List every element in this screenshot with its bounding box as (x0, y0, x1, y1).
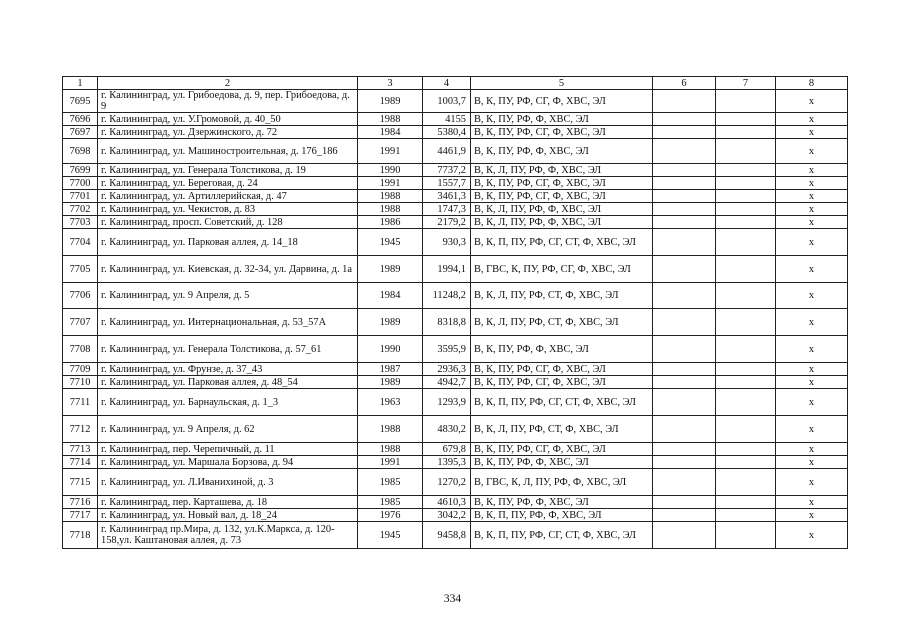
year-built-cell: 1988 (358, 113, 423, 126)
year-built-cell: 1985 (358, 496, 423, 509)
area-cell: 4155 (423, 113, 471, 126)
column-7-cell (716, 203, 776, 216)
column-7-cell (716, 363, 776, 376)
address-cell: г. Калининград, ул. Интернациональная, д. 53_57А (98, 309, 358, 336)
services-cell: В, К, ПУ, РФ, СГ, Ф, ХВС, ЭЛ (471, 190, 653, 203)
table-row (63, 283, 848, 309)
table-row (63, 216, 848, 229)
row-number-cell: 7709 (63, 363, 98, 376)
column-8-cell: х (776, 139, 848, 164)
table-row (63, 389, 848, 416)
column-6-cell (653, 456, 716, 469)
area-cell: 679,8 (423, 443, 471, 456)
column-header: 4 (423, 77, 471, 90)
address-cell: г. Калининград, ул. Машиностроительная, д. 176_186 (98, 139, 358, 164)
column-8-cell: х (776, 229, 848, 256)
row-number-cell: 7713 (63, 443, 98, 456)
column-7-cell (716, 256, 776, 283)
row-number-cell: 7703 (63, 216, 98, 229)
column-7-cell (716, 216, 776, 229)
services-cell: В, ГВС, К, Л, ПУ, РФ, Ф, ХВС, ЭЛ (471, 469, 653, 496)
column-7-cell (716, 190, 776, 203)
services-cell: В, К, Л, ПУ, РФ, СТ, Ф, ХВС, ЭЛ (471, 416, 653, 443)
row-number-cell: 7707 (63, 309, 98, 336)
address-cell: г. Калининград, просп. Советский, д. 128 (98, 216, 358, 229)
column-8-cell: х (776, 216, 848, 229)
year-built-cell: 1985 (358, 469, 423, 496)
column-6-cell (653, 309, 716, 336)
column-6-cell (653, 256, 716, 283)
table-row (63, 177, 848, 190)
column-7-cell (716, 283, 776, 309)
address-cell: г. Калининград, ул. Береговая, д. 24 (98, 177, 358, 190)
table-row (63, 229, 848, 256)
year-built-cell: 1991 (358, 177, 423, 190)
column-6-cell (653, 416, 716, 443)
services-cell: В, К, ПУ, РФ, СГ, Ф, ХВС, ЭЛ (471, 443, 653, 456)
row-number-cell: 7701 (63, 190, 98, 203)
column-header: 5 (471, 77, 653, 90)
table-row (63, 469, 848, 496)
column-6-cell (653, 139, 716, 164)
table-row (63, 509, 848, 522)
services-cell: В, К, ПУ, РФ, Ф, ХВС, ЭЛ (471, 456, 653, 469)
column-8-cell: х (776, 509, 848, 522)
column-7-cell (716, 456, 776, 469)
area-cell: 5380,4 (423, 126, 471, 139)
column-7-cell (716, 469, 776, 496)
column-header: 1 (63, 77, 98, 90)
column-header: 3 (358, 77, 423, 90)
area-cell: 4830,2 (423, 416, 471, 443)
area-cell: 9458,8 (423, 522, 471, 549)
area-cell: 1270,2 (423, 469, 471, 496)
area-cell: 2936,3 (423, 363, 471, 376)
address-cell: г. Калининград, ул. Генерала Толстикова, д. 57_61 (98, 336, 358, 363)
column-8-cell: х (776, 256, 848, 283)
area-cell: 3042,2 (423, 509, 471, 522)
row-number-cell: 7712 (63, 416, 98, 443)
services-cell: В, К, П, ПУ, РФ, Ф, ХВС, ЭЛ (471, 509, 653, 522)
area-cell: 2179,2 (423, 216, 471, 229)
column-8-cell: х (776, 522, 848, 549)
row-number-cell: 7718 (63, 522, 98, 549)
services-cell: В, К, ПУ, РФ, Ф, ХВС, ЭЛ (471, 336, 653, 363)
year-built-cell: 1990 (358, 336, 423, 363)
year-built-cell: 1988 (358, 203, 423, 216)
services-cell: В, К, П, ПУ, РФ, СГ, СТ, Ф, ХВС, ЭЛ (471, 522, 653, 549)
table-row (63, 139, 848, 164)
column-8-cell: х (776, 416, 848, 443)
column-6-cell (653, 522, 716, 549)
column-6-cell (653, 190, 716, 203)
row-number-cell: 7700 (63, 177, 98, 190)
year-built-cell: 1984 (358, 126, 423, 139)
column-6-cell (653, 363, 716, 376)
address-cell: г. Калининград, ул. Дзержинского, д. 72 (98, 126, 358, 139)
services-cell: В, К, ПУ, РФ, СГ, Ф, ХВС, ЭЛ (471, 177, 653, 190)
column-6-cell (653, 509, 716, 522)
row-number-cell: 7704 (63, 229, 98, 256)
address-cell: г. Калининград, ул. Новый вал, д. 18_24 (98, 509, 358, 522)
services-cell: В, К, ПУ, РФ, Ф, ХВС, ЭЛ (471, 113, 653, 126)
services-cell: В, К, Л, ПУ, РФ, Ф, ХВС, ЭЛ (471, 203, 653, 216)
column-8-cell: х (776, 336, 848, 363)
column-7-cell (716, 309, 776, 336)
row-number-cell: 7706 (63, 283, 98, 309)
services-cell: В, К, ПУ, РФ, СГ, Ф, ХВС, ЭЛ (471, 90, 653, 113)
table-row (63, 113, 848, 126)
year-built-cell: 1990 (358, 164, 423, 177)
table-row (63, 416, 848, 443)
column-8-cell: х (776, 363, 848, 376)
area-cell: 3461,3 (423, 190, 471, 203)
column-8-cell: х (776, 203, 848, 216)
services-cell: В, К, Л, ПУ, РФ, Ф, ХВС, ЭЛ (471, 216, 653, 229)
year-built-cell: 1991 (358, 456, 423, 469)
table-row (63, 90, 848, 113)
area-cell: 1395,3 (423, 456, 471, 469)
column-6-cell (653, 389, 716, 416)
address-cell: г. Калининград, ул. 9 Апреля, д. 62 (98, 416, 358, 443)
row-number-cell: 7702 (63, 203, 98, 216)
column-6-cell (653, 164, 716, 177)
address-cell: г. Калининград, ул. Маршала Борзова, д. 94 (98, 456, 358, 469)
column-7-cell (716, 496, 776, 509)
address-cell: г. Калининград пр.Мира, д. 132, ул.К.Маркса, д. 120-158,ул. Каштановая аллея, д. 73 (98, 522, 358, 549)
column-header: 7 (716, 77, 776, 90)
year-built-cell: 1988 (358, 443, 423, 456)
year-built-cell: 1987 (358, 363, 423, 376)
column-6-cell (653, 126, 716, 139)
services-cell: В, К, ПУ, РФ, СГ, Ф, ХВС, ЭЛ (471, 126, 653, 139)
area-cell: 11248,2 (423, 283, 471, 309)
year-built-cell: 1945 (358, 229, 423, 256)
services-cell: В, К, П, ПУ, РФ, СГ, СТ, Ф, ХВС, ЭЛ (471, 389, 653, 416)
table-row (63, 190, 848, 203)
year-built-cell: 1991 (358, 139, 423, 164)
column-7-cell (716, 90, 776, 113)
address-cell: г. Калининград, ул. Фрунзе, д. 37_43 (98, 363, 358, 376)
column-8-cell: х (776, 113, 848, 126)
column-8-cell: х (776, 90, 848, 113)
column-header: 6 (653, 77, 716, 90)
table-row (63, 456, 848, 469)
address-cell: г. Калининград, ул. Артиллерийская, д. 47 (98, 190, 358, 203)
row-number-cell: 7699 (63, 164, 98, 177)
area-cell: 1003,7 (423, 90, 471, 113)
year-built-cell: 1989 (358, 90, 423, 113)
address-cell: г. Калининград, ул. Киевская, д. 32-34, ул. Дарвина, д. 1а (98, 256, 358, 283)
area-cell: 1747,3 (423, 203, 471, 216)
services-cell: В, К, Л, ПУ, РФ, СТ, Ф, ХВС, ЭЛ (471, 283, 653, 309)
row-number-cell: 7715 (63, 469, 98, 496)
services-cell: В, К, ПУ, РФ, Ф, ХВС, ЭЛ (471, 496, 653, 509)
column-6-cell (653, 90, 716, 113)
row-number-cell: 7696 (63, 113, 98, 126)
column-8-cell: х (776, 376, 848, 389)
table-row (63, 203, 848, 216)
row-number-cell: 7716 (63, 496, 98, 509)
table-row (63, 336, 848, 363)
address-cell: г. Калининград, пер. Черепичный, д. 11 (98, 443, 358, 456)
area-cell: 4610,3 (423, 496, 471, 509)
column-7-cell (716, 509, 776, 522)
column-header: 8 (776, 77, 848, 90)
column-7-cell (716, 126, 776, 139)
address-cell: г. Калининград, ул. 9 Апреля, д. 5 (98, 283, 358, 309)
column-6-cell (653, 216, 716, 229)
services-cell: В, К, ПУ, РФ, Ф, ХВС, ЭЛ (471, 139, 653, 164)
row-number-cell: 7697 (63, 126, 98, 139)
row-number-cell: 7714 (63, 456, 98, 469)
column-7-cell (716, 416, 776, 443)
row-number-cell: 7717 (63, 509, 98, 522)
column-8-cell: х (776, 456, 848, 469)
table-row (63, 126, 848, 139)
column-7-cell (716, 389, 776, 416)
area-cell: 4942,7 (423, 376, 471, 389)
column-6-cell (653, 113, 716, 126)
services-cell: В, К, ПУ, РФ, СГ, Ф, ХВС, ЭЛ (471, 376, 653, 389)
address-cell: г. Калининград, ул. Барнаульская, д. 1_3 (98, 389, 358, 416)
table-row (63, 522, 848, 549)
registry-table (62, 76, 848, 549)
row-number-cell: 7710 (63, 376, 98, 389)
year-built-cell: 1976 (358, 509, 423, 522)
services-cell: В, К, Л, ПУ, РФ, СТ, Ф, ХВС, ЭЛ (471, 309, 653, 336)
column-7-cell (716, 443, 776, 456)
column-6-cell (653, 443, 716, 456)
address-cell: г. Калининград, ул. Генерала Толстикова, д. 19 (98, 164, 358, 177)
area-cell: 4461,9 (423, 139, 471, 164)
row-number-cell: 7705 (63, 256, 98, 283)
column-7-cell (716, 177, 776, 190)
table-row (63, 363, 848, 376)
table-row (63, 256, 848, 283)
area-cell: 1994,1 (423, 256, 471, 283)
column-header: 2 (98, 77, 358, 90)
address-cell: г. Калининград, пер. Карташева, д. 18 (98, 496, 358, 509)
year-built-cell: 1989 (358, 309, 423, 336)
column-7-cell (716, 139, 776, 164)
table-row (63, 496, 848, 509)
area-cell: 8318,8 (423, 309, 471, 336)
column-6-cell (653, 203, 716, 216)
column-6-cell (653, 376, 716, 389)
year-built-cell: 1989 (358, 256, 423, 283)
table-row (63, 376, 848, 389)
column-8-cell: х (776, 164, 848, 177)
area-cell: 930,3 (423, 229, 471, 256)
table-row (63, 164, 848, 177)
services-cell: В, ГВС, К, ПУ, РФ, СГ, Ф, ХВС, ЭЛ (471, 256, 653, 283)
column-8-cell: х (776, 190, 848, 203)
column-6-cell (653, 469, 716, 496)
column-7-cell (716, 229, 776, 256)
year-built-cell: 1989 (358, 376, 423, 389)
column-7-cell (716, 113, 776, 126)
column-8-cell: х (776, 443, 848, 456)
area-cell: 1293,9 (423, 389, 471, 416)
column-7-cell (716, 376, 776, 389)
area-cell: 7737,2 (423, 164, 471, 177)
column-8-cell: х (776, 496, 848, 509)
column-6-cell (653, 177, 716, 190)
column-8-cell: х (776, 126, 848, 139)
address-cell: г. Калининград, ул. Чекистов, д. 83 (98, 203, 358, 216)
column-8-cell: х (776, 389, 848, 416)
column-6-cell (653, 229, 716, 256)
column-8-cell: х (776, 283, 848, 309)
address-cell: г. Калининград, ул. Парковая аллея, д. 48_54 (98, 376, 358, 389)
area-cell: 1557,7 (423, 177, 471, 190)
header-row (63, 77, 848, 90)
column-6-cell (653, 336, 716, 363)
services-cell: В, К, Л, ПУ, РФ, Ф, ХВС, ЭЛ (471, 164, 653, 177)
column-8-cell: х (776, 469, 848, 496)
address-cell: г. Калининград, ул. Грибоедова, д. 9, пер. Грибоедова, д. 9 (98, 90, 358, 113)
year-built-cell: 1986 (358, 216, 423, 229)
row-number-cell: 7708 (63, 336, 98, 363)
services-cell: В, К, ПУ, РФ, СГ, Ф, ХВС, ЭЛ (471, 363, 653, 376)
row-number-cell: 7698 (63, 139, 98, 164)
year-built-cell: 1963 (358, 389, 423, 416)
column-8-cell: х (776, 177, 848, 190)
year-built-cell: 1945 (358, 522, 423, 549)
column-6-cell (653, 283, 716, 309)
table-row (63, 443, 848, 456)
year-built-cell: 1988 (358, 190, 423, 203)
area-cell: 3595,9 (423, 336, 471, 363)
column-8-cell: х (776, 309, 848, 336)
table-row (63, 309, 848, 336)
row-number-cell: 7711 (63, 389, 98, 416)
address-cell: г. Калининград, ул. Парковая аллея, д. 14_18 (98, 229, 358, 256)
column-7-cell (716, 522, 776, 549)
column-7-cell (716, 164, 776, 177)
column-7-cell (716, 336, 776, 363)
column-6-cell (653, 496, 716, 509)
row-number-cell: 7695 (63, 90, 98, 113)
services-cell: В, К, П, ПУ, РФ, СГ, СТ, Ф, ХВС, ЭЛ (471, 229, 653, 256)
year-built-cell: 1988 (358, 416, 423, 443)
address-cell: г. Калининград, ул. У.Громовой, д. 40_50 (98, 113, 358, 126)
address-cell: г. Калининград, ул. Л.Иванихиной, д. 3 (98, 469, 358, 496)
page-number: 334 (443, 593, 462, 605)
year-built-cell: 1984 (358, 283, 423, 309)
